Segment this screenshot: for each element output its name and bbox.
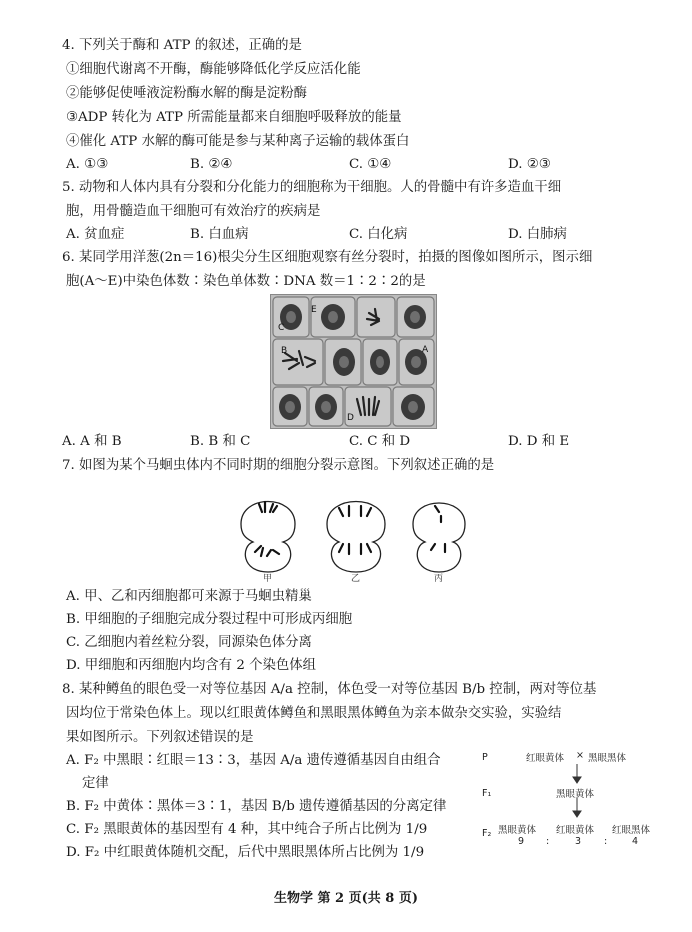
- q7-option-c: C. 乙细胞内着丝粒分裂，同源染色体分离: [66, 635, 312, 650]
- cross-parent-2: 黑眼黑体: [588, 753, 627, 764]
- micrograph-svg: [271, 295, 436, 428]
- q7-option-d: D. 甲细胞和丙细胞内均含有 2 个染色体组: [66, 658, 317, 673]
- q8-stem-line1: 8. 某种鳟鱼的眼色受一对等位基因 A/a 控制，体色受一对等位基因 B/b 控制，两对等位基: [62, 682, 597, 697]
- cross-times-sign: ×: [576, 750, 584, 761]
- q5-option-a: A. 贫血症: [66, 227, 125, 242]
- q5-stem-line1: 5. 动物和人体内具有分裂和分化能力的细胞称为干细胞。人的骨髓中有许多造血干细: [62, 180, 562, 195]
- q4-statement-1: ①细胞代谢离不开酶，酶能够降低化学反应活化能: [66, 62, 361, 77]
- q6-option-d: D. D 和 E: [508, 434, 570, 449]
- q5-option-d: D. 白肺病: [508, 227, 567, 242]
- q5-option-c: C. 白化病: [349, 227, 408, 242]
- onion-root-tip-micrograph: [270, 294, 437, 429]
- q7-stem: 7. 如图为某个马蛔虫体内不同时期的细胞分裂示意图。下列叙述正确的是: [62, 458, 495, 473]
- cross-colon-2: :: [604, 836, 608, 847]
- q4-option-b: B. ②④: [190, 157, 233, 172]
- q8-stem-line3: 果如图所示。下列叙述错误的是: [66, 730, 254, 745]
- micrograph-label-a: A: [422, 345, 429, 355]
- micrograph-label-c: C: [278, 323, 285, 333]
- figure-caption-bing: 丙: [434, 574, 444, 584]
- cross-p-label: P: [482, 752, 488, 763]
- q4-option-a: A. ①③: [66, 157, 109, 172]
- q8-stem-line2: 因均位于常染色体上。现以红眼黄体鳟鱼和黑眼黑体鳟鱼为亲本做杂交实验，实验结: [66, 706, 562, 721]
- q6-option-b: B. B 和 C: [190, 434, 251, 449]
- q6-stem-line1: 6. 某同学用洋葱(2n＝16)根尖分生区细胞观察有丝分裂时，拍摄的图像如图所示，图示细: [62, 250, 593, 265]
- q6-option-c: C. C 和 D: [349, 434, 411, 449]
- q8-option-a-line2: 定律: [82, 776, 109, 791]
- cross-f2-label: F₂: [482, 828, 492, 839]
- q4-statement-4: ④催化 ATP 水解的酶可能是参与某种离子运输的载体蛋白: [66, 134, 410, 149]
- cell-division-figure: [235, 486, 475, 582]
- cross-ratio-a: 9: [518, 836, 525, 847]
- q4-stem: 4. 下列关于酶和 ATP 的叙述，正确的是: [62, 38, 302, 53]
- q4-option-d: D. ②③: [508, 157, 551, 172]
- page-footer: 生物学 第 2 页(共 8 页): [273, 891, 419, 906]
- q8-option-c: C. F₂ 黑眼黄体的基因型有 4 种，其中纯合子所占比例为 1/9: [66, 822, 428, 837]
- cell-division-svg: [235, 486, 475, 582]
- figure-caption-yi: 乙: [351, 574, 361, 584]
- q8-option-a-line1: A. F₂ 中黑眼∶红眼＝13∶3，基因 A/a 遗传遵循基因自由组合: [66, 753, 441, 768]
- q4-option-c: C. ①④: [349, 157, 392, 172]
- q8-option-d: D. F₂ 中红眼黄体随机交配，后代中黑眼黑体所占比例为 1/9: [66, 845, 425, 860]
- micrograph-label-e: E: [311, 305, 317, 315]
- q5-option-b: B. 白血病: [190, 227, 249, 242]
- cross-parent-1: 红眼黄体: [526, 753, 565, 764]
- cross-f1-phenotype: 黑眼黄体: [556, 789, 595, 800]
- cross-ratio-b: 3: [575, 836, 582, 847]
- cross-f2-phenotype-c: 红眼黑体: [612, 825, 651, 836]
- micrograph-label-d: D: [347, 413, 354, 423]
- cross-colon-1: :: [546, 836, 550, 847]
- figure-caption-jia: 甲: [263, 574, 273, 584]
- q7-option-b: B. 甲细胞的子细胞完成分裂过程中可形成丙细胞: [66, 612, 353, 627]
- q6-stem-line2: 胞(A～E)中染色体数∶染色单体数∶DNA 数＝1∶2∶2的是: [66, 274, 426, 289]
- q6-option-a: A. A 和 B: [62, 434, 122, 449]
- q4-statement-3: ③ADP 转化为 ATP 所需能量都来自细胞呼吸释放的能量: [66, 110, 402, 125]
- cross-diagram: [480, 746, 680, 856]
- micrograph-label-b: B: [281, 346, 288, 356]
- q8-option-b: B. F₂ 中黄体∶黑体＝3∶1，基因 B/b 遗传遵循基因的分离定律: [66, 799, 447, 814]
- q4-statement-2: ②能够促使唾液淀粉酶水解的酶是淀粉酶: [66, 86, 308, 101]
- cross-f2-phenotype-a: 黑眼黄体: [498, 825, 537, 836]
- cross-f1-label: F₁: [482, 788, 492, 799]
- q7-option-a: A. 甲、乙和丙细胞都可来源于马蛔虫精巢: [66, 589, 312, 604]
- cross-f2-phenotype-b: 红眼黄体: [556, 825, 595, 836]
- cross-ratio-c: 4: [632, 836, 639, 847]
- q5-stem-line2: 胞，用骨髓造血干细胞可有效治疗的疾病是: [66, 204, 321, 219]
